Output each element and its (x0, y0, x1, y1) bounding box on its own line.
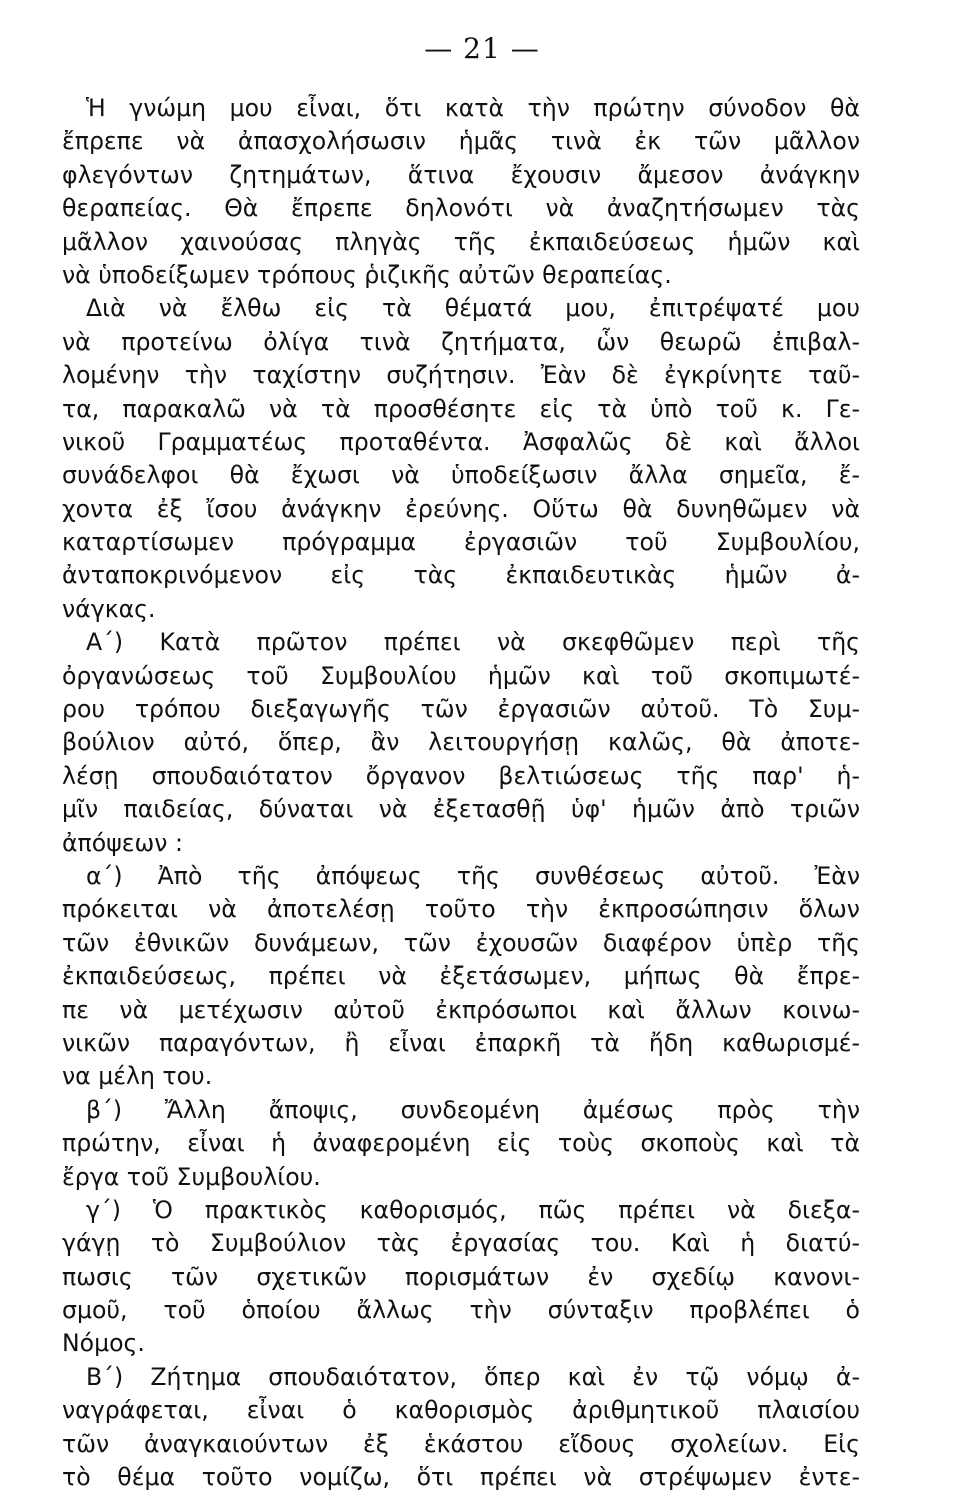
text-line: ρου τρόπου διεξαγωγῆς τῶν ἐργασιῶν αὐτοῦ. Τὸ Συμ- (62, 695, 860, 724)
text-line: Ἡ γνώμη μου εἶναι, ὅτι κατὰ τὴν πρώτην σύνοδον θὰ (86, 94, 860, 122)
text-line: μᾶλλον χαινούσας πληγὰς τῆς ἐκπαιδεύσεως ἡμῶν καὶ (62, 227, 860, 256)
text-line: β΄) Ἄλλη ἄποψις, συνδεομένη ἀμέσως πρὸς τὴν (86, 1095, 860, 1124)
text-line: φλεγόντων ζητημάτων, ἅτινα ἔχουσιν ἄμεσον ἀνάγκην (62, 160, 860, 189)
text-line: νικῶν παραγόντων, ἢ εἶναι ἐπαρκῆ τὰ ἤδη καθωρισμέ- (62, 1028, 860, 1057)
text-line: τῶν ἀναγκαιούντων ἐξ ἑκάστου εἴδους σχολείων. Εἰς (62, 1429, 860, 1458)
text-line: ἐκπαιδεύσεως, πρέπει νὰ ἐξετάσωμεν, μήπως θὰ ἔπρε- (62, 962, 860, 991)
text-line: Νόμος. (62, 1329, 145, 1358)
text-line: τὸ θέμα τοῦτο νομίζω, ὅτι πρέπει νὰ στρέψωμεν ἐντε- (62, 1463, 860, 1492)
text-line: βούλιον αὐτό, ὅπερ, ἂν λειτουργήσῃ καλῶς, θὰ ἀποτε- (62, 728, 860, 757)
text-line: πε νὰ μετέχωσιν αὐτοῦ ἐκπρόσωποι καὶ ἄλλων κοινω- (62, 995, 860, 1024)
text-line: πρώτην, εἶναι ἡ ἀναφερομένη εἰς τοὺς σκοποὺς καὶ τὰ (62, 1129, 860, 1158)
text-line: μῖν παιδείας, δύναται νὰ ἐξετασθῇ ὑφ' ἡμῶν ἀπὸ τριῶν (62, 795, 860, 824)
text-line: α΄) Ἀπὸ τῆς ἀπόψεως τῆς συνθέσεως αὐτοῦ. Ἐὰν (86, 861, 860, 890)
text-line: νὰ προτείνω ὀλίγα τινὰ ζητήματα, ὧν θεωρῶ ἐπιβαλ- (62, 327, 860, 356)
text-line: σμοῦ, τοῦ ὁποίου ἄλλως τὴν σύνταξιν προβλέπει ὁ (62, 1296, 860, 1325)
text-line: θεραπείας. Θὰ ἔπρεπε δηλονότι νὰ ἀναζητήσωμεν τὰς (62, 194, 860, 223)
text-line: πωσις τῶν σχετικῶν πορισμάτων ἐν σχεδίῳ κανονι- (62, 1262, 860, 1291)
page-number: — 21 — (424, 32, 540, 65)
text-line: ὀργανώσεως τοῦ Συμβουλίου ἡμῶν καὶ τοῦ σκοπιμωτέ- (62, 661, 860, 690)
text-line: ἀπόψεων : (62, 828, 183, 857)
text-line: νὰ ὑποδείξωμεν τρόπους ῥιζικῆς αὐτῶν θεραπείας. (62, 260, 672, 289)
text-line: ἔπρεπε νὰ ἀπασχολήσωσιν ἡμᾶς τινὰ ἐκ τῶν μᾶλλον (62, 127, 860, 156)
text-line: πρόκειται νὰ ἀποτελέσῃ τοῦτο τὴν ἐκπροσώπησιν ὅλων (62, 895, 860, 924)
text-line: λέσῃ σπουδαιότατον ὄργανον βελτιώσεως τῆς παρ' ἡ- (62, 761, 860, 790)
text-line: γάγῃ τὸ Συμβούλιον τὰς ἐργασίας του. Καὶ ἡ διατύ- (62, 1229, 860, 1258)
text-line: τα, παρακαλῶ νὰ τὰ προσθέσητε εἰς τὰ ὑπὸ τοῦ κ. Γε- (62, 394, 860, 423)
text-line: να μέλη του. (62, 1062, 213, 1091)
body-text (62, 92, 860, 1494)
text-line: ναγράφεται, εἶναι ὁ καθορισμὸς ἀριθμητικοῦ πλαισίου (62, 1396, 860, 1425)
text-line: γ΄) Ὁ πρακτικὸς καθορισμός, πῶς πρέπει νὰ διεξα- (86, 1195, 860, 1224)
text-line: Β΄) Ζήτημα σπουδαιότατον, ὅπερ καὶ ἐν τῷ νόμῳ ἀ- (86, 1362, 860, 1391)
text-line: Α΄) Κατὰ πρῶτον πρέπει νὰ σκεφθῶμεν περὶ τῆς (86, 628, 860, 657)
text-line: τῶν ἐθνικῶν δυνάμεων, τῶν ἐχουσῶν διαφέρον ὑπὲρ τῆς (62, 928, 860, 957)
text-line: ἀνταποκρινόμενον εἰς τὰς ἐκπαιδευτικὰς ἡμῶν ἀ- (62, 561, 860, 590)
text-line: Διὰ νὰ ἔλθω εἰς τὰ θέματά μου, ἐπιτρέψατέ μου (86, 294, 860, 323)
text-line: καταρτίσωμεν πρόγραμμα ἐργασιῶν τοῦ Συμβουλίου, (62, 528, 860, 557)
text-line: λομένην τὴν ταχίστην συζήτησιν. Ἐὰν δὲ ἐγκρίνητε ταῦ- (62, 361, 860, 390)
text-line: συνάδελφοι θὰ ἔχωσι νὰ ὑποδείξωσιν ἄλλα σημεῖα, ἔ- (62, 461, 860, 490)
text-line: ἔργα τοῦ Συμβουλίου. (62, 1162, 321, 1191)
text-line: νικοῦ Γραμματέως προταθέντα. Ἀσφαλῶς δὲ καὶ ἄλλοι (62, 427, 860, 456)
text-line: νάγκας. (62, 594, 156, 623)
text-line: χοντα ἐξ ἴσου ἀνάγκην ἐρεύνης. Οὕτω θὰ δυνηθῶμεν νὰ (62, 494, 860, 523)
